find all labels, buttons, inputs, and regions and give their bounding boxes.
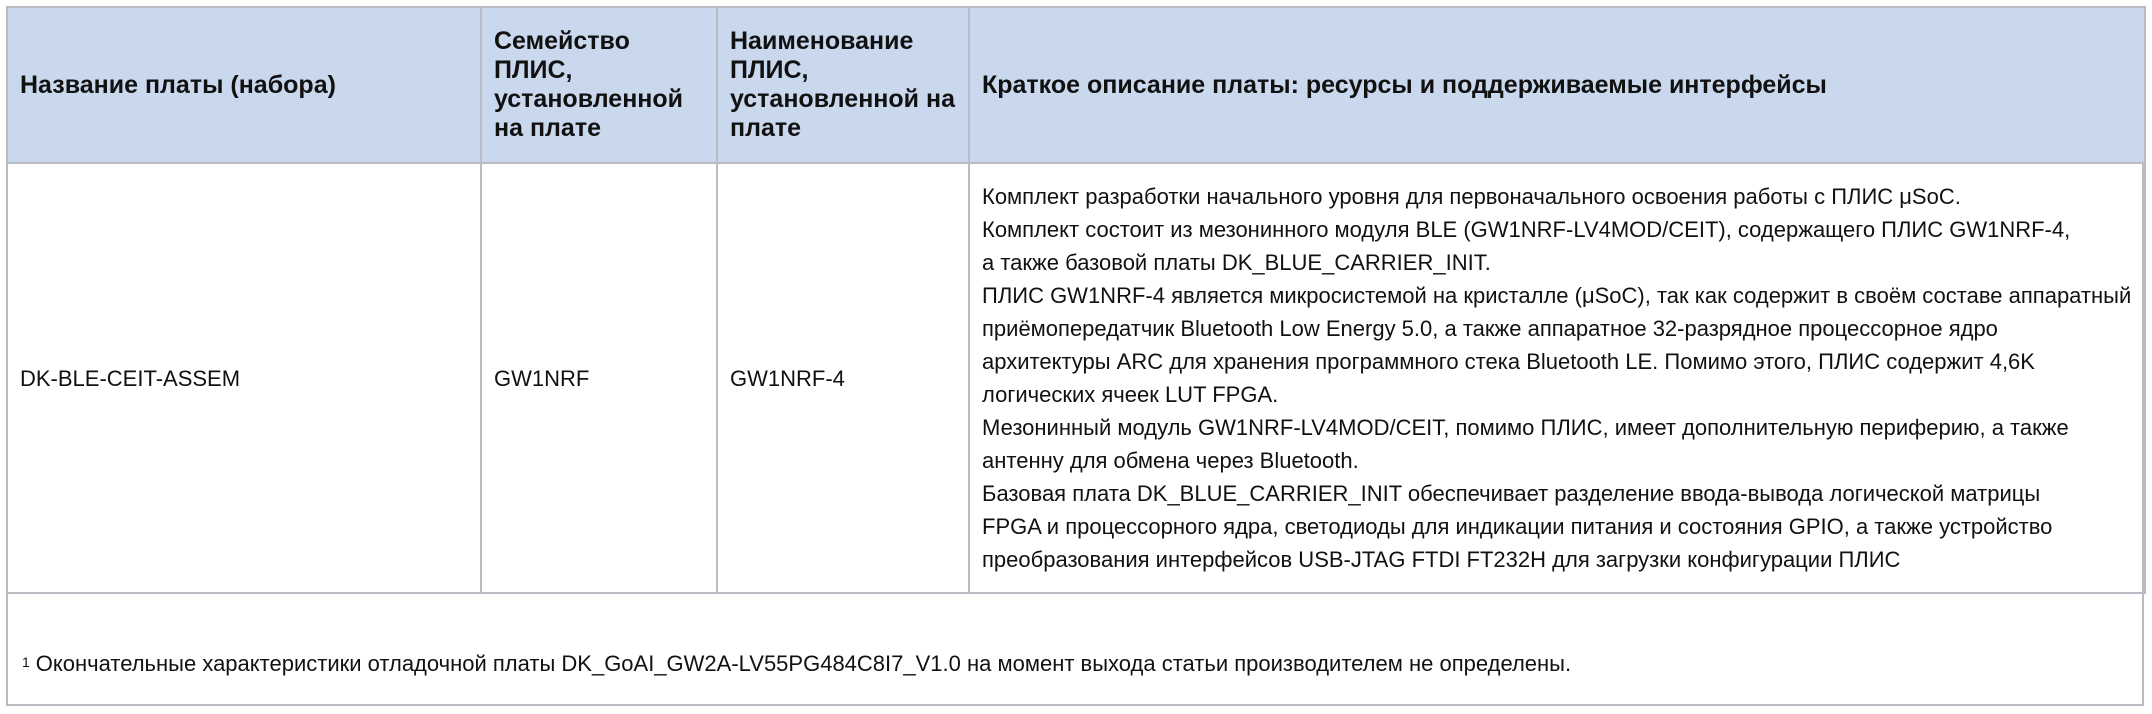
description-line: приёмопередатчик Bluetooth Low Energy 5.0, а также аппаратное 32-разрядное процессорное ядро [982,316,1998,341]
description-line: логических ячеек LUT FPGA. [982,382,1279,407]
header-fpga-family: Семейство ПЛИС, установленной на плате [481,7,717,163]
cell-fpga-family: GW1NRF [481,163,717,593]
header-description: Краткое описание платы: ресурсы и поддерживаемые интерфейсы [969,7,2145,163]
table-header-row [7,7,2145,163]
cell-board-name: DK-BLE-CEIT-ASSEM [7,163,481,593]
table-row [7,163,2145,593]
footnote-marker: 1 [22,654,30,670]
cell-fpga-name: GW1NRF-4 [717,163,969,593]
description-line: Базовая плата DK_BLUE_CARRIER_INIT обеспечивает разделение ввода-вывода логической матрицы [982,481,2041,506]
boards-table [6,6,2146,594]
description-line: архитектуры ARC для хранения программного стека Bluetooth LE. Помимо этого, ПЛИС содержит 4,6K [982,349,2035,374]
description-line: а также базовой платы DK_BLUE_CARRIER_INIT. [982,250,1491,275]
description-line: ПЛИС GW1NRF-4 является микросистемой на кристалле (μSoC), так как содержит в своём составе аппаратный [982,283,2132,308]
description-line: Комплект разработки начального уровня для первоначального освоения работы с ПЛИС μSoC. [982,184,1961,209]
description-line: преобразования интерфейсов USB-JTAG FTDI FT232H для загрузки конфигурации ПЛИС [982,547,1901,572]
header-fpga-name: Наименование ПЛИС, установленной на плате [717,7,969,163]
description-line: Мезонинный модуль GW1NRF-LV4MOD/CEIT, помимо ПЛИС, имеет дополнительную периферию, а также [982,415,2069,440]
footnote [8,592,2142,704]
header-board-name: Название платы (набора) [7,7,481,163]
footnote-text: Окончательные характеристики отладочной платы DK_GoAI_GW2A-LV55PG484C8I7_V1.0 на момент выхода статьи производителем не определены. [35,651,1572,676]
cell-description [969,163,2145,593]
description-line: FPGA и процессорного ядра, светодиоды для индикации питания и состояния GPIO, а также устройство [982,514,2053,539]
description-line: Комплект состоит из мезонинного модуля BLE (GW1NRF-LV4MOD/CEIT), содержащего ПЛИС GW1NRF-4, [982,217,2071,242]
description-line: антенну для обмена через Bluetooth. [982,448,1359,473]
